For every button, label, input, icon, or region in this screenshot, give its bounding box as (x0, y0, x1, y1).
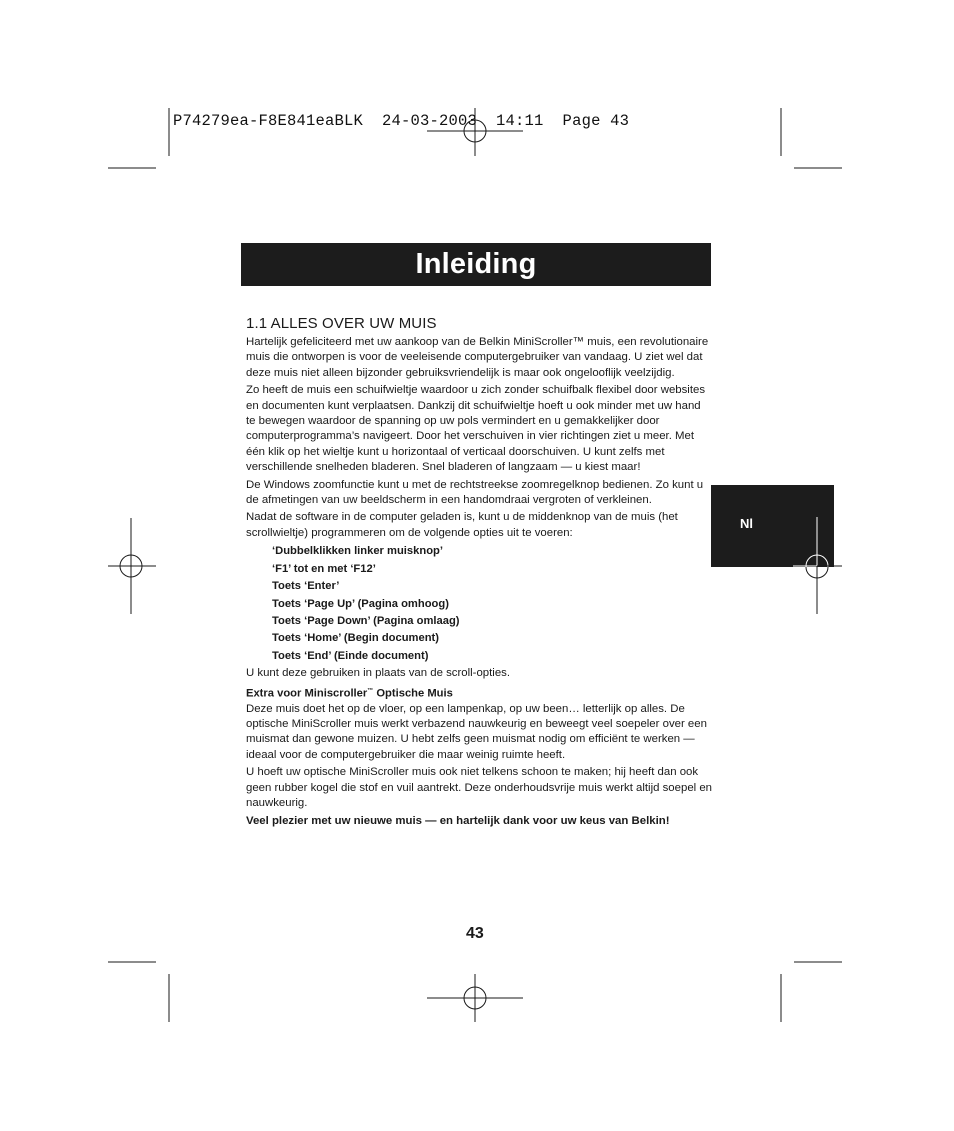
paragraph: Zo heeft de muis een schuifwieltje waardoor u zich zonder schuifbalk flexibel door websites en documenten kunt verplaatsen. Dankzij dit schuifwieltje hoeft u ook minder met uw hand te bewegen waardoor de spanning op uw pols vermindert en u gemakkelijker door computerprogramma’s navigeert. Door het verschuiven in vier richtingen ziet u meer. Met één klik op het wieltje kunt u horizontaal of verticaal doorschuiven. U kunt zelfs met verschillende snelheden bladeren. Snel bladeren of langzaam — u kiest maar! (246, 384, 706, 474)
list-item: Toets ‘Enter’ (272, 580, 340, 593)
registration-mark-top (427, 108, 523, 156)
paragraph: Deze muis doet het op de vloer, op een lampenkap, op uw been… letterlijk op alles. De optische MiniScroller muis werkt verbazend nauwkeurig en beweegt veel soepeler over een muismat dan gewone muizen. U hebt zelfs geen muismat nodig om efficiënt te werken — ideaal voor de computergebruiker die maar weinig ruimte heeft. (246, 702, 707, 761)
language-tab-label: Nl (740, 516, 753, 531)
paragraph: De Windows zoomfunctie kunt u met de rechtstreekse zoomregelknop bedienen. Zo kunt u de afmetingen van uw beeldscherm in een handomdraai vergroten of verkleinen. (246, 478, 704, 507)
paragraph: U kunt deze gebruiken in plaats van de scroll-opties. (246, 667, 511, 680)
page-number: 43 (466, 925, 484, 942)
subheading-text: Extra voor Miniscroller (246, 687, 368, 700)
list-item: Toets ‘Page Down’ (Pagina omlaag) (272, 614, 460, 627)
paragraph: Hartelijk gefeliciteerd met uw aankoop van de Belkin MiniScroller™ muis, een revolutionaire muis die ontworpen is voor de veeleisende computergebruiker van vandaag. U ziet wel dat deze muis niet alleen bijzonder gebruiksvriendelijk is maar ook ongelooflijk veelzijdig. (246, 336, 709, 379)
trademark-symbol: ™ (367, 687, 374, 694)
list-item: ‘Dubbelklikken linker muisknop’ (272, 545, 443, 558)
registration-mark-left (108, 518, 156, 614)
paragraph: U hoeft uw optische MiniScroller muis ook niet telkens schoon te maken; hij heeft dan ook geen rubber kogel die stof en vuil aantrekt. Deze onderhoudsvrije muis werkt altijd soepel en nauwkeurig. (246, 766, 713, 810)
list-item: Toets ‘End’ (Einde document) (272, 649, 429, 662)
list-item: ‘F1’ tot en met ‘F12’ (272, 562, 376, 575)
print-slug-line: P74279ea-F8E841eaBLK 24-03-2003 14:11 Page 43 (173, 112, 630, 130)
list-item: Toets ‘Page Up’ (Pagina omhoog) (272, 597, 449, 610)
list-item: Toets ‘Home’ (Begin document) (272, 632, 439, 645)
options-list (272, 543, 712, 665)
title-banner (241, 243, 711, 286)
paragraph: Nadat de software in de computer geladen is, kunt u de middenknop van de muis (het scrollwieltje) programmeren om de volgende opties uit te voeren: (246, 511, 678, 539)
subheading-text: Optische Muis (373, 687, 453, 700)
main-content (246, 314, 712, 831)
registration-mark-right (790, 514, 846, 618)
closing-line: Veel plezier met uw nieuwe muis — en hartelijk dank voor uw keus van Belkin! (246, 814, 670, 827)
page-title: Inleiding (415, 248, 537, 280)
registration-mark-bottom (427, 974, 523, 1022)
subheading (246, 684, 712, 702)
section-heading: 1.1 ALLES OVER UW MUIS (246, 315, 437, 332)
